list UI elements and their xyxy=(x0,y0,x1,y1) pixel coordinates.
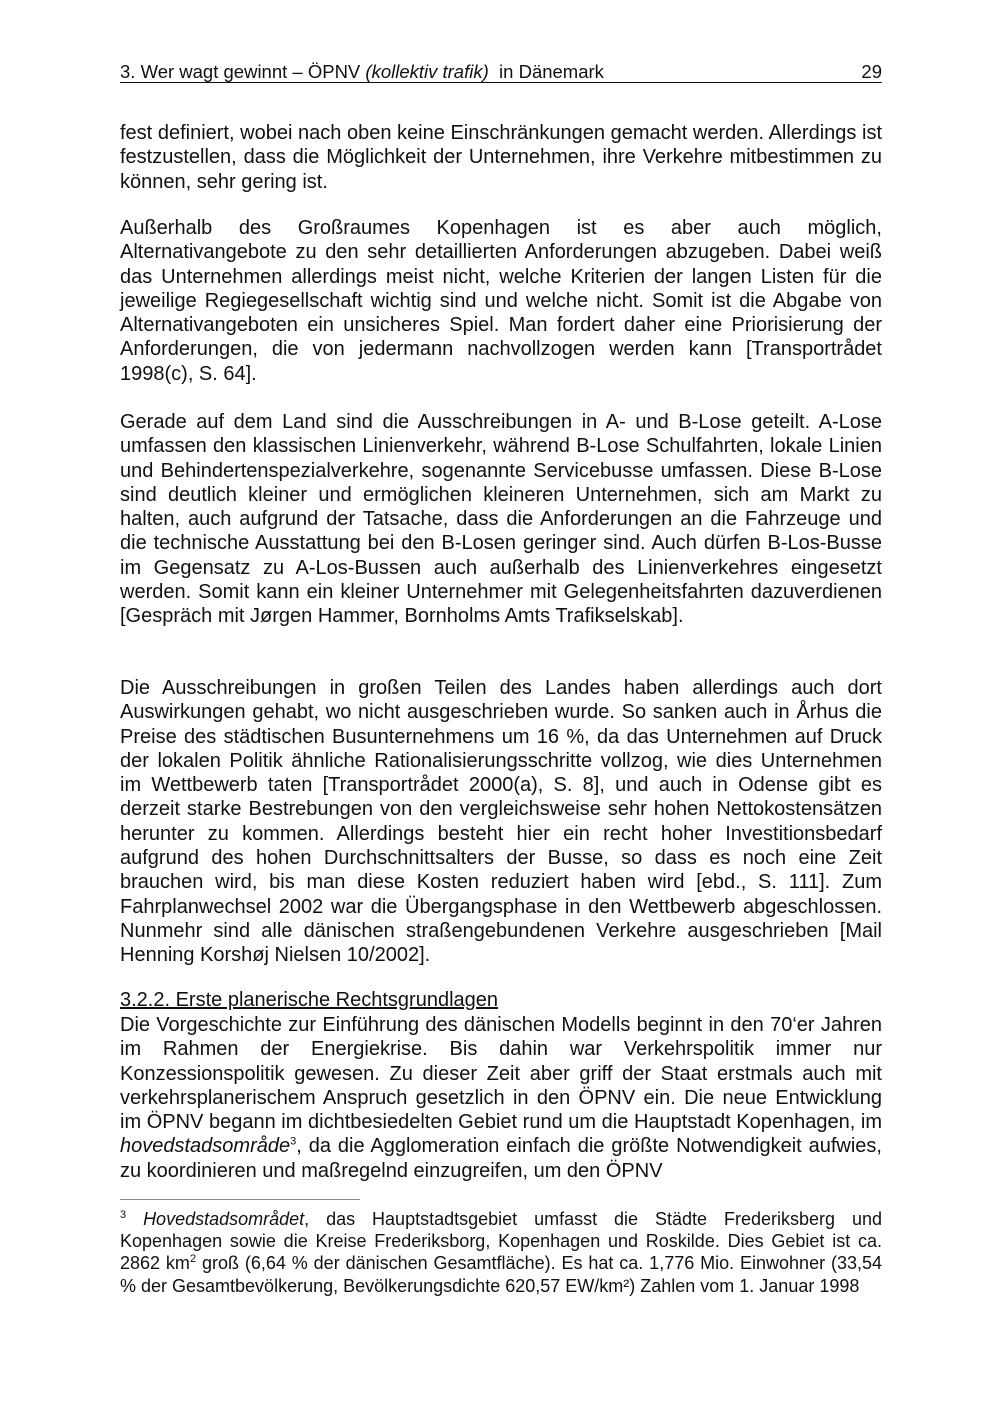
superscript-2: 2 xyxy=(189,1253,197,1266)
italic-term: hovedstadsområde xyxy=(120,1135,291,1158)
section-text-end: , da die Agglomeration einfach die größte Notwendigkeit aufwies, zu koordinieren und maßregelnd einzugreifen, um den ÖPNV xyxy=(120,1135,882,1182)
chapter-title-prefix: 3. Wer wagt gewinnt – ÖPNV xyxy=(120,61,366,82)
footnote xyxy=(120,1208,882,1297)
chapter-title-italic: (kollektiv trafik) xyxy=(365,61,489,82)
running-header xyxy=(120,60,882,83)
section-paragraph xyxy=(120,1013,882,1183)
paragraph-text: Die Ausschreibungen in großen Teilen des Landes haben allerdings auch dort Auswirkungen gehabt, wo nicht ausgeschrieben wurde. So sanken auch in Århus die Preise des städtischen Busunternehmens um 16 %, da das Unternehmen auf Druck der lokalen Politik ähnliche Rationalisierungsschritte vollzog, wie dies Unternehmen im Wettbewerb taten [Transportrådet 2000(a), S. 8], und auch in Odense gibt es derzeit starke Bestrebungen von den vergleichsweise sehr hohen Nettokostensätzen herunter zu kommen. Allerdings besteht hier ein recht hoher Investitionsbedarf aufgrund des hohen Durchschnittsalters der Busse, so dass es noch eine Zeit brauchen wird, bis man diese Kosten reduziert haben wird [ebd., S. 111]. Zum Fahrplanwechsel 2002 war die Übergangsphase in den Wettbewerb abgeschlossen. Nunmehr sind alle dänischen straßengebundenen Verkehre ausgeschrieben [Mail Henning Korshøj Nielsen 10/2002]. xyxy=(120,677,882,967)
paragraph-text: Gerade auf dem Land sind die Ausschreibungen in A- und B-Lose geteilt. A-Lose umfassen den klassischen Linienverkehr, während B-Lose Schulfahrten, lokale Linien und Behindertenspezialverkehre, sogenannte Servicebusse umfassen. Diese B-Lose sind deutlich kleiner und ermöglichen kleineren Unternehmen, sich am Markt zu halten, auch aufgrund der Tatsache, dass die Anforderungen an die Fahrzeuge und die technische Ausstattung bei den B-Losen geringer sind. Auch dürfen B-Los-Busse im Gegensatz zu A-Los-Bussen auch außerhalb des Linienverkehres eingesetzt werden. Somit kann ein kleiner Unternehmer mit Gelegenheitsfahrten dazuverdienen [Gespräch mit Jørgen Hammer, Bornholms Amts Trafikselskab]. xyxy=(120,411,882,628)
paragraph-text: fest definiert, wobei nach oben keine Einschränkungen gemacht werden. Allerdings ist festzustellen, dass die Möglichkeit der Unternehmen, ihre Verkehre mitbestimmen zu können, sehr gering ist. xyxy=(120,122,882,193)
section-heading: 3.2.2. Erste planerische Rechtsgrundlagen xyxy=(120,989,499,1011)
footnote-italic-term: Hovedstadsområdet xyxy=(143,1209,305,1229)
footnote-text-part2: groß (6,64 % der dänischen Gesamtfläche). Es hat ca. 1,776 Mio. Einwohner (33,54 % der Gesamtbevölkerung, Bevölkerungsdichte 620,57 EW/km²) Zahlen vom 1. Januar 1998 xyxy=(120,1253,882,1296)
paragraph-text: Außerhalb des Großraumes Kopenhagen ist es aber auch möglich, Alternativangebote zu den sehr detaillierten Anforderungen abzugeben. Dabei weiß das Unternehmen allerdings meist nicht, welche Kriterien der langen Listen für die jeweilige Regiegesellschaft wichtig sind und welche nicht. Somit ist die Abgabe von Alternativangeboten ein unsicheres Spiel. Man fordert daher eine Priorisierung der Anforderungen, die von jedermann nachvollzogen werden kann [Transportrådet 1998(c), S. 64]. xyxy=(120,217,882,385)
paragraph-1 xyxy=(120,121,882,194)
page-number: 29 xyxy=(861,61,882,82)
paragraph-2 xyxy=(120,216,882,386)
paragraph-3 xyxy=(120,410,882,629)
footnote-marker: 3 xyxy=(120,1209,127,1221)
chapter-title-suffix: in Dänemark xyxy=(488,61,604,82)
section-paragraph-text xyxy=(120,1013,882,1183)
chapter-title xyxy=(120,62,604,82)
footnote-reference[interactable]: 3 xyxy=(290,1135,297,1148)
section-text-start: Die Vorgeschichte zur Einführung des dänischen Modells beginnt in den 70‘er Jahren im Rahmen der Energiekrise. Bis dahin war Verkehrspolitik immer nur Konzessionspolitik gewesen. Zu dieser Zeit aber griff der Staat erstmals auch mit verkehrsplanerischem Anspruch gesetzlich in den ÖPNV ein. Die neue Entwicklung im ÖPNV begann im dichtbesiedelten Gebiet rund um die Hauptstadt Kopenhagen, im xyxy=(120,1014,882,1134)
footnote-separator xyxy=(120,1199,360,1200)
footnote-text-part1: , das Hauptstadtsgebiet umfasst die Städte Frederiksberg und Kopenhagen sowie die Kreise Frederiksborg, Kopenhagen und Roskilde. Dies Gebiet ist ca. 2862 km xyxy=(120,1209,882,1274)
paragraph-4 xyxy=(120,676,882,968)
